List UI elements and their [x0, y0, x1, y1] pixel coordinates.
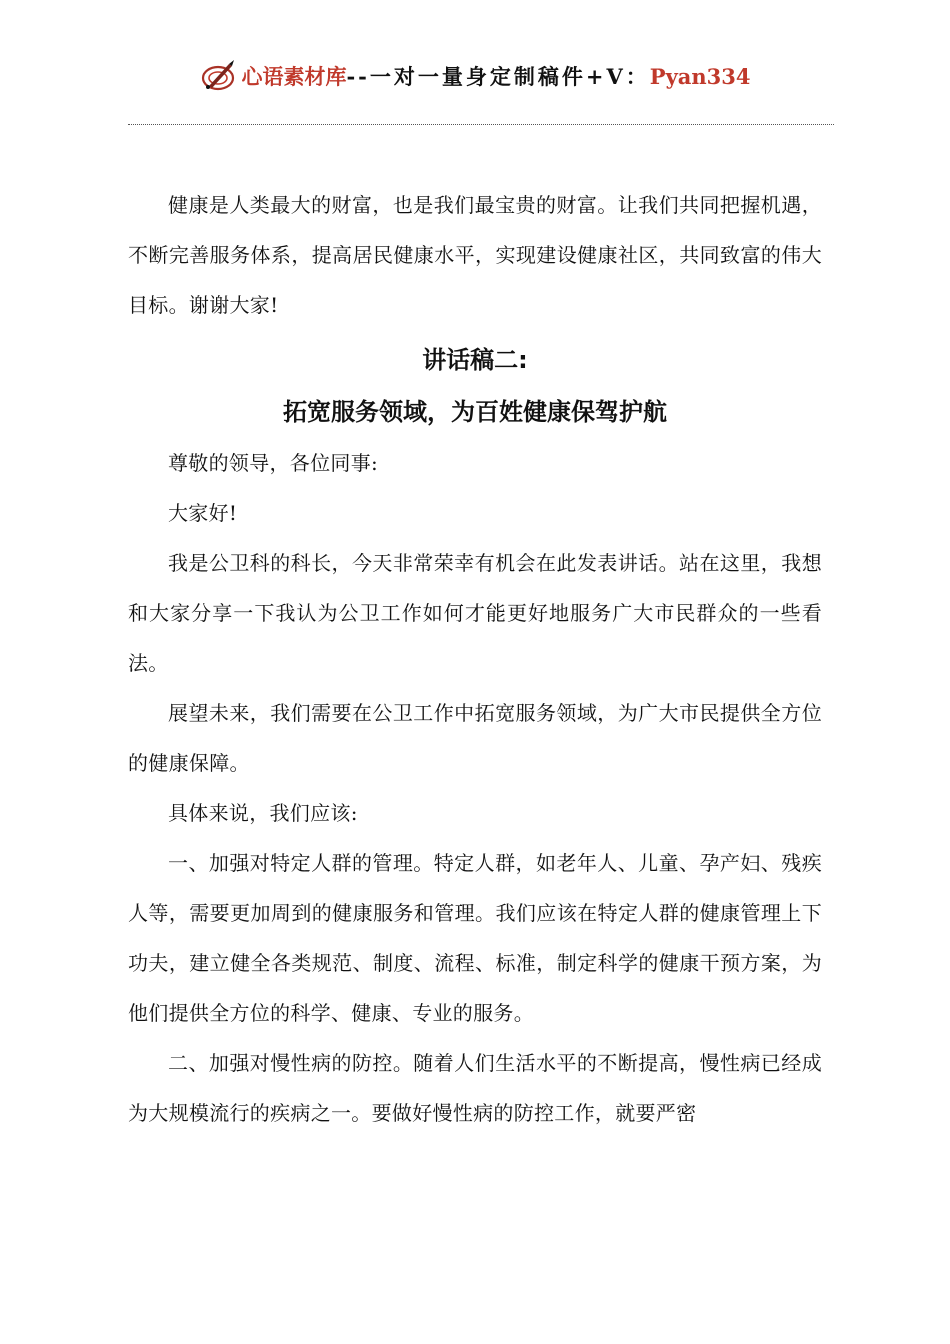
pen-swirl-logo-icon — [199, 56, 239, 96]
header-tagline: --一对一量身定制稿件+V： — [346, 64, 650, 89]
page-header — [0, 56, 950, 106]
contact-id: Pyan334 — [649, 63, 751, 89]
brand-name: 心语素材库 — [241, 64, 347, 89]
speech-number-heading: 讲话稿二: — [422, 346, 528, 374]
document-body — [128, 180, 822, 1138]
body-paragraph-2: 展望未来，我们需要在公卫工作中拓宽服务领域，为广大市民提供全方位的健康保障。 — [128, 701, 822, 775]
body-paragraph-1: 我是公卫科的科长，今天非常荣幸有机会在此发表讲话。站在这里，我想和大家分享一下我认为公卫工作如何才能更好地服务广大市民群众的一些看法。 — [128, 551, 822, 675]
body-paragraph-4: 一、加强对特定人群的管理。特定人群，如老年人、儿童、孕产妇、残疾人等，需要更加周到的健康服务和管理。我们应该在特定人群的健康管理上下功夫，建立健全各类规范、制度、流程、标准，制定科学的健康干预方案，为他们提供全方位的科学、健康、专业的服务。 — [128, 851, 822, 1025]
body-paragraph-3: 具体来说，我们应该: — [168, 801, 358, 825]
body-paragraph-5: 二、加强对慢性病的防控。随着人们生活水平的不断提高，慢性病已经成为大规模流行的疾病之一。要做好慢性病的防控工作，就要严密 — [128, 1051, 822, 1125]
speech-title-heading: 拓宽服务领域，为百姓健康保驾护航 — [283, 398, 667, 426]
salutation: 尊敬的领导，各位同事: — [168, 451, 379, 475]
header-divider — [128, 124, 834, 125]
greeting: 大家好! — [168, 501, 238, 525]
intro-paragraph: 健康是人类最大的财富，也是我们最宝贵的财富。让我们共同把握机遇，不断完善服务体系，提高居民健康水平，实现建设健康社区，共同致富的伟大目标。谢谢大家! — [128, 193, 822, 317]
